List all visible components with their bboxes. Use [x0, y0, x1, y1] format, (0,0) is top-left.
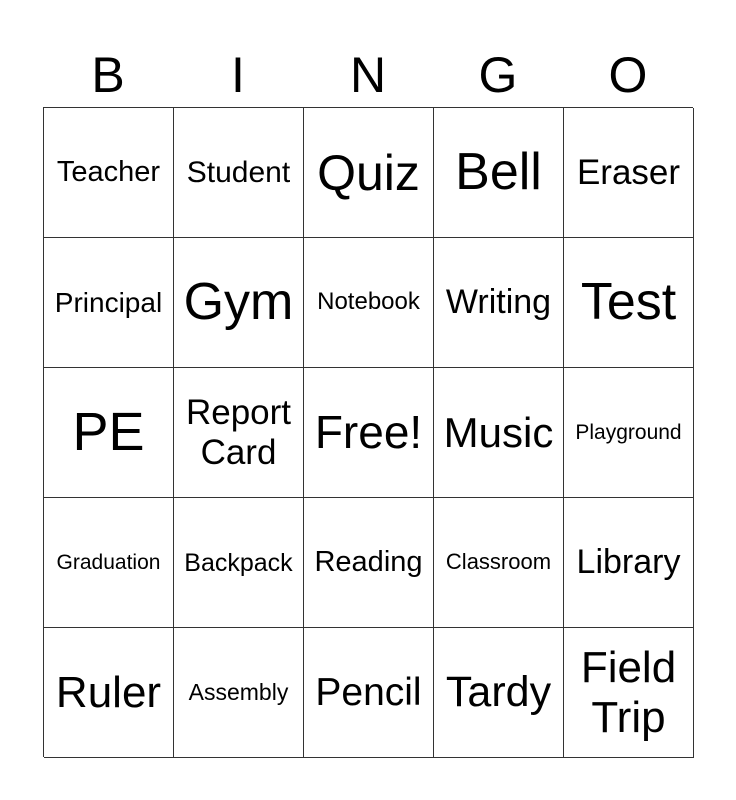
- bingo-cell[interactable]: Assembly: [174, 628, 304, 758]
- bingo-cell[interactable]: Notebook: [304, 238, 434, 368]
- header-letter-g: G: [478, 47, 518, 103]
- bingo-cell[interactable]: Classroom: [434, 498, 564, 628]
- bingo-header: [43, 44, 693, 106]
- header-letter-o: O: [608, 47, 648, 103]
- header-letter-b: B: [91, 47, 125, 103]
- bingo-cell[interactable]: Bell: [434, 108, 564, 238]
- free-space-cell[interactable]: Free!: [304, 368, 434, 498]
- bingo-cell[interactable]: Quiz: [304, 108, 434, 238]
- bingo-cell[interactable]: Field Trip: [564, 628, 694, 758]
- bingo-cell[interactable]: Report Card: [174, 368, 304, 498]
- bingo-cell[interactable]: Music: [434, 368, 564, 498]
- header-letter-i: I: [231, 47, 245, 103]
- bingo-cell[interactable]: Test: [564, 238, 694, 368]
- bingo-cell[interactable]: Ruler: [44, 628, 174, 758]
- bingo-grid: [43, 107, 693, 757]
- header-letter-n: N: [349, 47, 387, 103]
- bingo-cell[interactable]: Eraser: [564, 108, 694, 238]
- bingo-cell[interactable]: Backpack: [174, 498, 304, 628]
- bingo-cell[interactable]: Library: [564, 498, 694, 628]
- bingo-cell[interactable]: Graduation: [44, 498, 174, 628]
- bingo-cell[interactable]: Gym: [174, 238, 304, 368]
- bingo-cell[interactable]: Teacher: [44, 108, 174, 238]
- bingo-cell[interactable]: Pencil: [304, 628, 434, 758]
- bingo-cell[interactable]: Writing: [434, 238, 564, 368]
- bingo-cell[interactable]: Playground: [564, 368, 694, 498]
- bingo-cell[interactable]: Principal: [44, 238, 174, 368]
- bingo-cell[interactable]: Tardy: [434, 628, 564, 758]
- bingo-cell[interactable]: PE: [44, 368, 174, 498]
- bingo-cell[interactable]: Reading: [304, 498, 434, 628]
- bingo-cell[interactable]: Student: [174, 108, 304, 238]
